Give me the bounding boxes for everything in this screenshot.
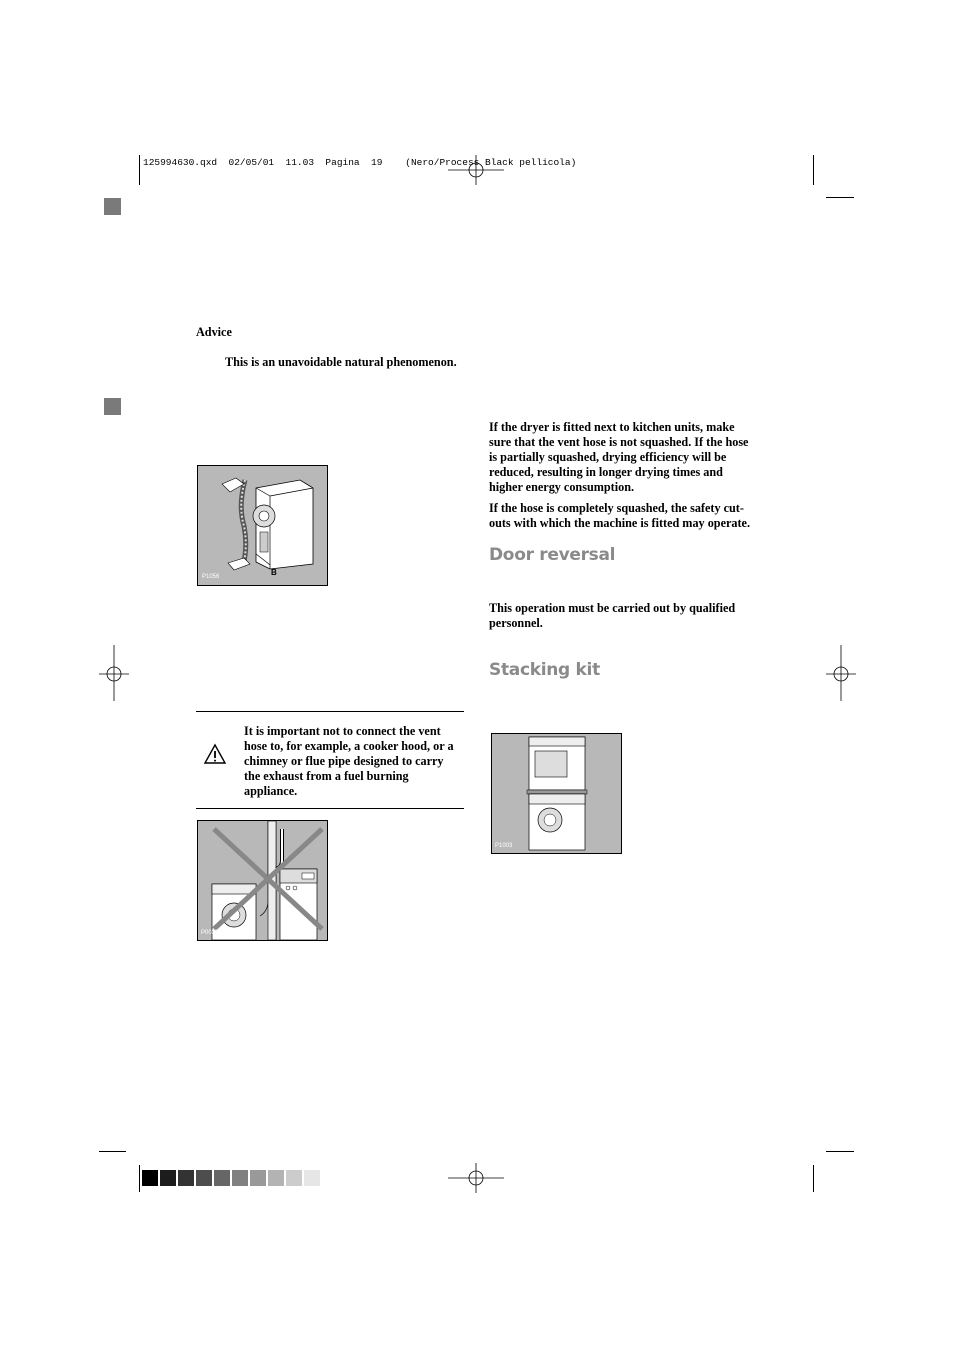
warning-text: It is important not to connect the vent hose to, for example, a cooker hood, or a chimney or flue pipe designed to carry the exhaust from a fuel burning appliance. bbox=[244, 724, 454, 798]
stacking-kit-heading: Stacking kit bbox=[489, 660, 600, 680]
kitchen-units-paragraph: If the dryer is fitted next to kitchen units, make sure that the vent hose is not squashed. If the hose is partially squashed, drying efficiency will be reduced, resulting in longer drying times and higher energy consumption. bbox=[489, 420, 749, 494]
stacking-kit-illustration bbox=[491, 733, 622, 854]
registration-mark-icon bbox=[448, 155, 504, 185]
crop-mark bbox=[826, 1151, 854, 1152]
color-swatch bbox=[142, 1170, 158, 1186]
color-swatch bbox=[214, 1170, 230, 1186]
registration-mark-icon bbox=[826, 645, 856, 701]
cooker-hood-crossed-icon bbox=[198, 821, 327, 940]
registration-mark-icon bbox=[448, 1163, 504, 1193]
registration-mark-icon bbox=[99, 645, 129, 701]
warning-triangle-icon bbox=[203, 743, 227, 765]
dryer-vent-drawing-icon bbox=[198, 466, 327, 585]
color-swatch bbox=[160, 1170, 176, 1186]
section-marker bbox=[104, 398, 121, 415]
wrong-connection-illustration bbox=[197, 820, 328, 941]
figure-code: P1056 bbox=[202, 574, 220, 580]
color-swatch bbox=[232, 1170, 248, 1186]
color-swatch bbox=[178, 1170, 194, 1186]
warning-rule-top bbox=[196, 711, 464, 712]
figure-callout: B bbox=[271, 568, 277, 577]
crop-mark bbox=[99, 1151, 126, 1152]
advice-heading: Advice bbox=[196, 325, 232, 339]
advice-text: This is an unavoidable natural phenomenon. bbox=[225, 355, 457, 369]
color-swatch bbox=[196, 1170, 212, 1186]
door-reversal-text: This operation must be carried out by qualified personnel. bbox=[489, 601, 736, 630]
figure-code: P0035 bbox=[201, 930, 219, 936]
color-swatch bbox=[250, 1170, 266, 1186]
section-marker bbox=[104, 198, 121, 215]
color-swatch bbox=[286, 1170, 302, 1186]
squashed-hose-paragraph: If the hose is completely squashed, the safety cut-outs with which the machine is fitted may operate. bbox=[489, 501, 750, 530]
color-swatch bbox=[304, 1170, 320, 1186]
crop-mark bbox=[139, 155, 140, 185]
color-swatch bbox=[268, 1170, 284, 1186]
crop-mark bbox=[826, 197, 854, 198]
stacked-dryer-washer-icon bbox=[492, 734, 621, 853]
figure-code: P1003 bbox=[495, 843, 513, 849]
vent-hose-illustration bbox=[197, 465, 328, 586]
warning-rule-bottom bbox=[196, 808, 464, 809]
crop-mark bbox=[139, 1165, 140, 1192]
print-slug: 125994630.qxd 02/05/01 11.03 Pagina 19 (Nero/Process Black pellicola) bbox=[143, 157, 577, 168]
crop-mark bbox=[813, 155, 814, 185]
door-reversal-heading: Door reversal bbox=[489, 545, 616, 565]
crop-mark bbox=[813, 1165, 814, 1192]
